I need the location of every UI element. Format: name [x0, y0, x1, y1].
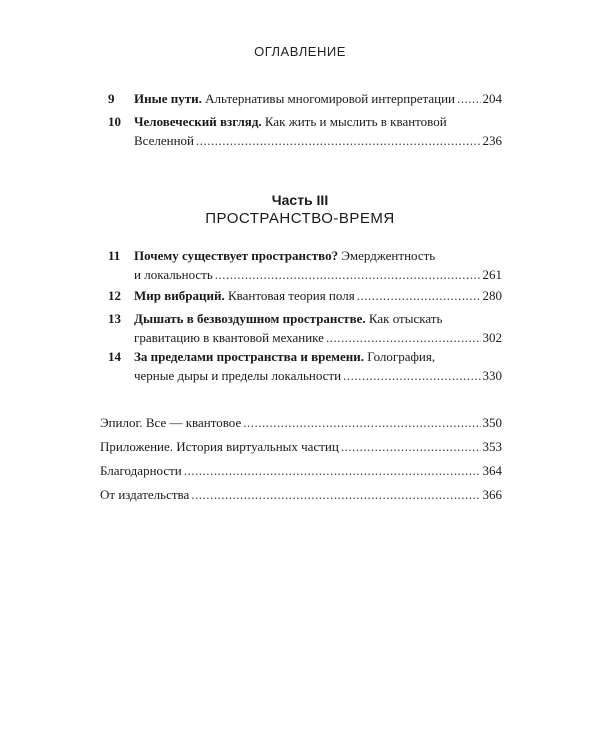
chapter-title: Почему существует пространство? — [134, 248, 339, 263]
page-number: 366 — [482, 487, 502, 502]
leader-dots — [184, 461, 481, 480]
chapter-title: Мир вибраций. — [134, 288, 225, 303]
leader-dots — [343, 366, 480, 385]
page-number: 330 — [482, 368, 502, 383]
chapter-subtitle: Эмерджентность — [338, 248, 436, 263]
page-number: 280 — [482, 288, 502, 303]
chapter-subtitle: Как отыскать — [365, 311, 443, 326]
chapter-subtitle: Как жить и мыслить в квантовой — [261, 114, 447, 129]
chapter-number: 12 — [108, 288, 121, 303]
chapter-subtitle-cont: Вселенной — [134, 133, 194, 148]
page-header: ОГЛАВЛЕНИЕ — [254, 44, 346, 59]
leader-dots — [215, 265, 481, 284]
chapter-title: За пределами пространства и времени. — [134, 349, 364, 364]
leader-dots — [457, 89, 480, 108]
chapter-number: 14 — [108, 349, 121, 364]
chapter-title: Человеческий взгляд. — [134, 114, 262, 129]
part-subtitle: ПРОСТРАНСТВО-ВРЕМЯ — [205, 210, 395, 227]
back-subtitle: Все — квантовое — [142, 415, 242, 430]
back-title: Приложение. — [100, 439, 174, 454]
back-title: От издательства — [100, 487, 190, 502]
leader-dots — [243, 413, 480, 432]
back-title: Эпилог. — [100, 415, 143, 430]
chapter-title: Дышать в безвоздушном пространстве. — [134, 311, 366, 326]
back-subtitle: История виртуальных частиц — [173, 439, 339, 454]
chapter-subtitle-cont: черные дыры и пределы локальности — [134, 368, 342, 383]
page-number: 261 — [482, 267, 502, 282]
back-title: Благодарности — [100, 463, 182, 478]
page-number: 350 — [482, 415, 502, 430]
page-number: 204 — [482, 91, 502, 106]
page-number: 236 — [482, 133, 502, 148]
leader-dots — [357, 286, 481, 305]
chapter-subtitle: Альтернативы многомировой интерпретации — [201, 91, 456, 106]
toc-publisher[interactable] — [100, 485, 502, 504]
chapter-subtitle: Квантовая теория поля — [224, 288, 355, 303]
chapter-number: 9 — [108, 91, 115, 106]
chapter-number: 13 — [108, 311, 121, 326]
page-number: 302 — [482, 330, 502, 345]
leader-dots — [341, 437, 481, 456]
page-number: 353 — [482, 439, 502, 454]
chapter-number: 11 — [108, 248, 121, 263]
chapter-subtitle-cont: гравитацию в квантовой механике — [134, 330, 324, 345]
page-number: 364 — [482, 463, 502, 478]
toc-epilogue[interactable] — [100, 413, 502, 432]
chapter-number: 10 — [108, 114, 121, 129]
toc-acknowledgements[interactable] — [100, 461, 502, 480]
chapter-subtitle-cont: и локальность — [134, 267, 213, 282]
leader-dots — [196, 131, 481, 150]
leader-dots — [191, 485, 480, 504]
leader-dots — [326, 328, 481, 347]
chapter-subtitle: Голография, — [363, 349, 436, 364]
toc-appendix[interactable] — [100, 437, 502, 456]
part-title: Часть III — [271, 192, 329, 208]
chapter-title: Иные пути. — [134, 91, 202, 106]
